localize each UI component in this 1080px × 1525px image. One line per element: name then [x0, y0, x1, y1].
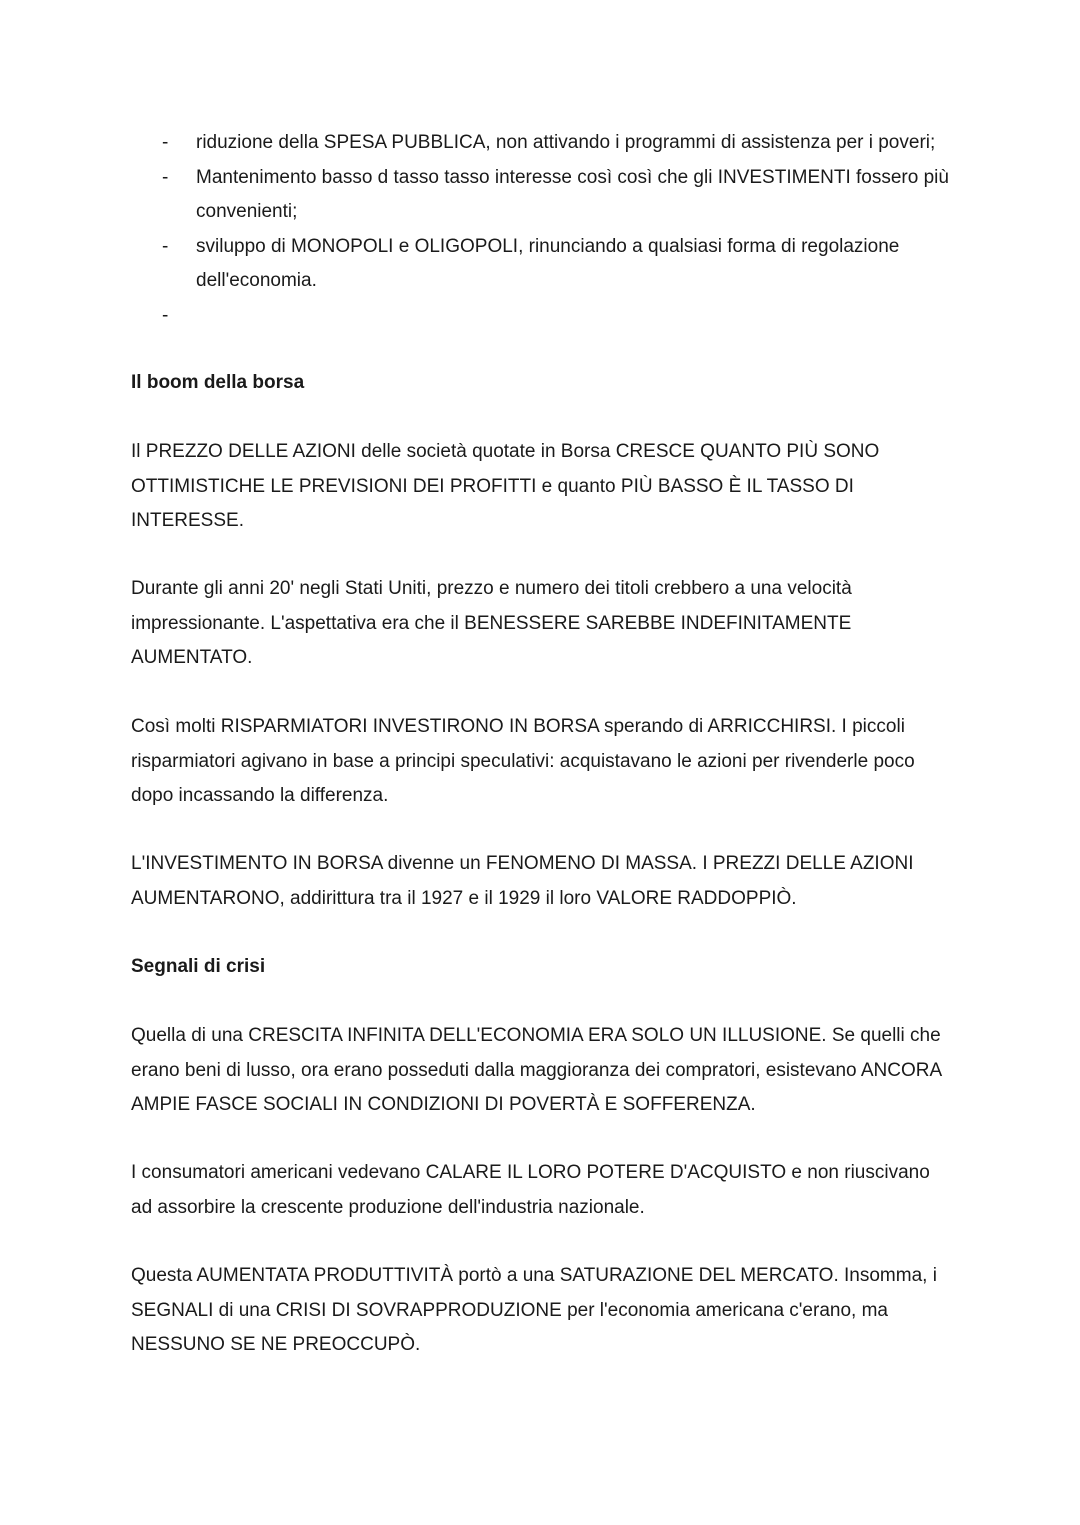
bullet-list: [0, 126, 1080, 333]
paragraph: Questa AUMENTATA PRODUTTIVITÀ portò a una SATURAZIONE DEL MERCATO. Insomma, i SEGNALI di una CRISI DI SOVRAPPRODUZIONE per l'economia americana c'erano, ma NESSUNO SE NE PREOCCUPÒ.: [131, 1265, 937, 1355]
bullet-text: riduzione della SPESA PUBBLICA, non attivando i programmi di assistenza per i poveri;: [196, 132, 936, 153]
paragraph: I consumatori americani vedevano CALARE IL LORO POTERE D'ACQUISTO e non riuscivano ad assorbire la crescente produzione dell'industria nazionale.: [131, 1162, 930, 1218]
bullet-item-empty: [0, 299, 1080, 334]
bullet-marker: -: [162, 132, 169, 153]
bullet-text: sviluppo di MONOPOLI e OLIGOPOLI, rinunciando a qualsiasi forma di regolazione dell'economia.: [196, 235, 900, 291]
paragraph: Così molti RISPARMIATORI INVESTIRONO IN BORSA sperando di ARRICCHIRSI. I piccoli risparmiatori agivano in base a principi speculativi: acquistavano le azioni per rivenderle poco dopo incassando la differenza.: [131, 716, 915, 806]
section-heading-segnali-crisi: Segnali di crisi: [131, 956, 266, 977]
paragraph: Durante gli anni 20' negli Stati Uniti, prezzo e numero dei titoli crebbero a una velocità impressionante. L'aspettativa era che il BENESSERE SAREBBE INDEFINITAMENTE AUMENTATO.: [131, 578, 852, 668]
bullet-item: [0, 230, 1080, 299]
paragraph: Quella di una CRESCITA INFINITA DELL'ECONOMIA ERA SOLO UN ILLUSIONE. Se quelli che erano beni di lusso, ora erano posseduti dalla maggioranza dei compratori, esistevano ANCORA AMPIE FASCE SOCIALI IN CONDIZIONI DI POVERTÀ E SOFFERENZA.: [131, 1025, 942, 1115]
bullet-item: [0, 161, 1080, 230]
bullet-marker: -: [162, 235, 169, 257]
paragraph: Il PREZZO DELLE AZIONI delle società quotate in Borsa CRESCE QUANTO PIÙ SONO OTTIMISTICHE LE PREVISIONI DEI PROFITTI e quanto PIÙ BASSO È IL TASSO DI INTERESSE.: [131, 441, 880, 531]
paragraph: L'INVESTIMENTO IN BORSA divenne un FENOMENO DI MASSA. I PREZZI DELLE AZIONI AUMENTARONO, addirittura tra il 1927 e il 1929 il loro VALORE RADDOPPIÒ.: [131, 853, 914, 909]
bullet-marker: -: [162, 304, 169, 326]
section-heading-boom-borsa: Il boom della borsa: [131, 372, 305, 393]
bullet-item: [0, 126, 1080, 161]
bullet-text: Mantenimento basso d tasso tasso interesse così così che gli INVESTIMENTI fossero più convenienti;: [196, 166, 949, 222]
bullet-marker: -: [162, 166, 169, 188]
